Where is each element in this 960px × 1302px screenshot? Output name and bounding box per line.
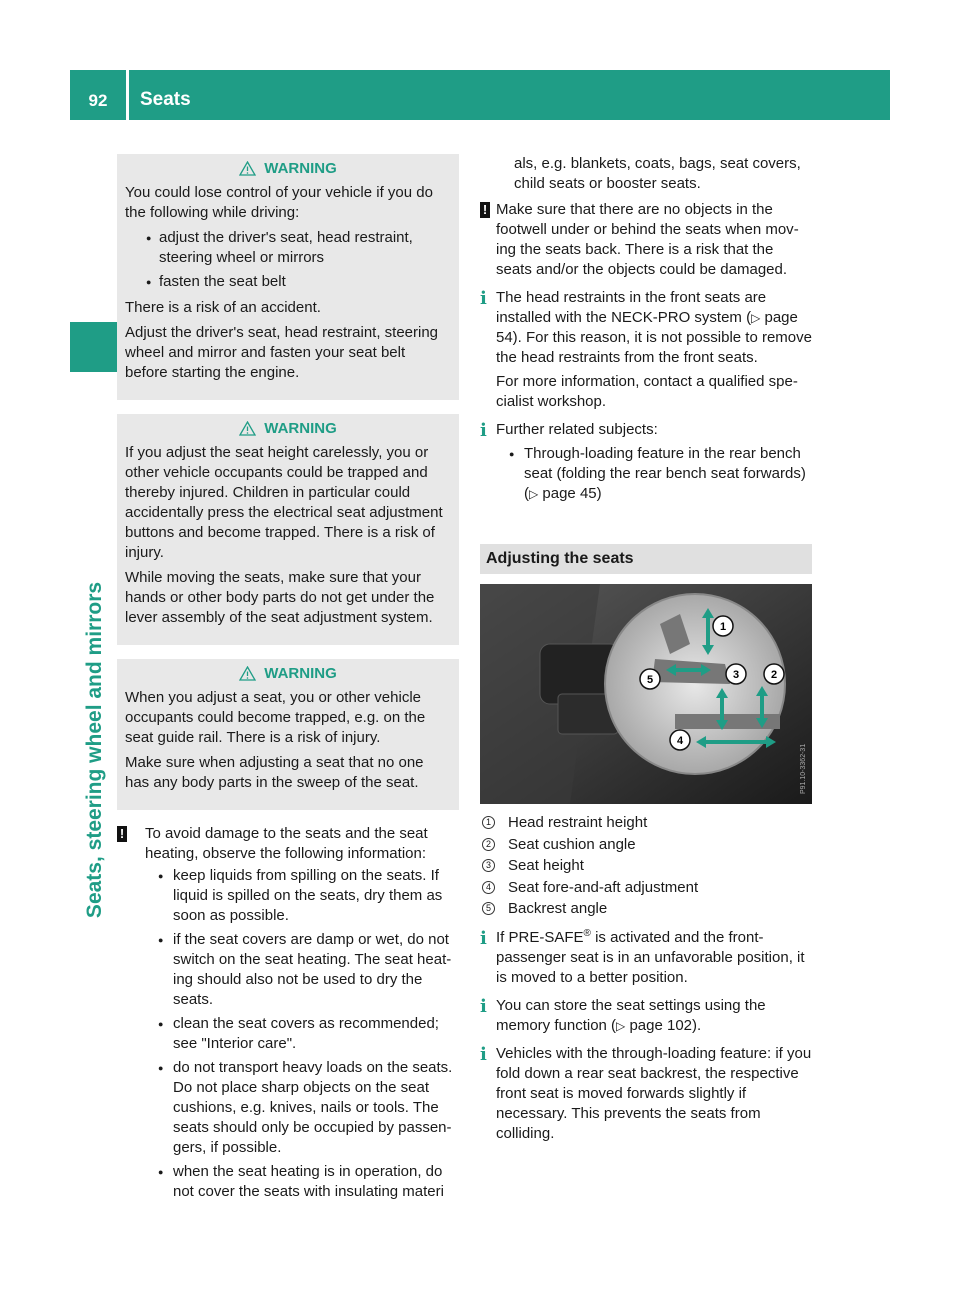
warning-box bbox=[117, 154, 459, 400]
list-item: ● keep liquids from spilling on the seats. If liquid is spilled on the seats, dry them as soon as possible. bbox=[145, 866, 459, 926]
list-item: ● if the seat covers are damp or wet, do not switch on the seat heating. The seat heating should also not be used to dry the seats. bbox=[145, 930, 459, 1010]
notice-text: Make sure that there are no objects in the footwell under or behind the seats when moving the seats back. There is a risk that the seats and/or the objects could be damaged. bbox=[496, 201, 799, 278]
exclamation-icon: ! bbox=[480, 202, 490, 218]
legend-item: 3 Seat height bbox=[480, 855, 812, 877]
warning-text: There is a risk of an accident. bbox=[125, 299, 321, 316]
page-number: 92 bbox=[88, 91, 108, 110]
page-ref-link[interactable]: page 45) bbox=[538, 485, 602, 502]
notice-block bbox=[480, 200, 812, 280]
legend-item: 5 Backrest angle bbox=[480, 898, 812, 920]
notice-block bbox=[117, 824, 459, 1202]
list-item: ● fasten the seat belt bbox=[125, 272, 451, 292]
page-ref-arrow-icon: ▷ bbox=[751, 311, 761, 325]
section-heading: Adjusting the seats bbox=[480, 544, 812, 574]
warning-text: When you adjust a seat, you or other vehicle occupants could become trapped, e.g. on the seat guide rail. There is a risk of injury. bbox=[125, 689, 426, 746]
legend-item: 4 Seat fore-and-aft adjustment bbox=[480, 877, 812, 899]
figure-code: P91.10-3362-31 bbox=[800, 743, 807, 794]
callout-number: 2 bbox=[482, 838, 495, 851]
info-icon: i bbox=[480, 288, 487, 309]
warning-box bbox=[117, 414, 459, 645]
list-item: ● when the seat heating is in operation, do not cover the seats with insulating materi bbox=[145, 1162, 459, 1202]
warning-text: You could lose control of your vehicle if you do the following while driving: bbox=[125, 184, 433, 221]
warning-triangle-icon bbox=[239, 161, 256, 176]
page-ref-link[interactable]: page 54). For this reason, it is not possible to remove the head restraints from the front seats. bbox=[496, 309, 812, 366]
info-block bbox=[480, 420, 812, 504]
warning-box bbox=[117, 659, 459, 810]
callout-number: 3 bbox=[482, 859, 495, 872]
info-text: For more information, contact a qualified specialist workshop. bbox=[496, 373, 798, 410]
info-text: Further related subjects: bbox=[496, 421, 658, 438]
page-ref-arrow-icon: ▷ bbox=[616, 1018, 626, 1033]
notice-list bbox=[145, 866, 459, 1202]
info-icon: i bbox=[480, 420, 487, 441]
info-icon: i bbox=[480, 995, 487, 1017]
callout-3: 3 bbox=[732, 669, 740, 681]
right-column bbox=[480, 154, 812, 1152]
list-item: ● do not transport heavy loads on the seats. Do not place sharp objects on the seat cushions, e.g. knives, nails or tools. The seats should only be occupied by passengers, if possible. bbox=[145, 1058, 459, 1158]
chapter-title: Seats bbox=[140, 89, 191, 110]
callout-number: 1 bbox=[482, 816, 495, 829]
header-divider bbox=[126, 70, 129, 120]
callout-2: 2 bbox=[770, 669, 778, 681]
page-ref-link[interactable]: page 102). bbox=[625, 1016, 702, 1034]
warning-triangle-icon bbox=[239, 421, 256, 436]
callout-number: 4 bbox=[482, 881, 495, 894]
figure-legend bbox=[480, 812, 812, 920]
left-column bbox=[117, 154, 459, 1210]
list-item: ● clean the seat covers as recommended; see "Interior care". bbox=[145, 1014, 459, 1054]
warning-triangle-icon bbox=[239, 666, 256, 681]
warning-text: While moving the seats, make sure that your hands or other body parts do not get under the lever assembly of the seat adjustment system. bbox=[125, 569, 435, 626]
side-tab-marker bbox=[70, 322, 120, 372]
info-icon: i bbox=[480, 927, 487, 949]
seat-controls-figure bbox=[480, 584, 812, 804]
info-icon: i bbox=[480, 1043, 487, 1065]
warning-title: WARNING bbox=[264, 160, 337, 177]
warning-title: WARNING bbox=[264, 665, 337, 682]
list-item: ● Through-loading feature in the rear bench seat (folding the rear bench seat forwards) (▷ page 45) bbox=[496, 444, 812, 504]
exclamation-icon: ! bbox=[117, 826, 127, 842]
legend-item: 1 Head restraint height bbox=[480, 812, 812, 834]
side-chapter-label bbox=[70, 430, 120, 1070]
callout-5: 5 bbox=[646, 674, 654, 686]
warning-text: If you adjust the seat height carelessly, you or other vehicle occupants could be trapped and thereby injured. Children in particular could accidentally press the electrical seat adjustment buttons and become trapped. There is a risk of injury. bbox=[125, 444, 443, 561]
callout-4: 4 bbox=[676, 735, 684, 747]
info-block: i You can store the seat settings using the memory function (▷ page 102). bbox=[480, 995, 766, 1034]
warning-text: Make sure when adjusting a seat that no one has any body parts in the sweep of the seat. bbox=[125, 754, 424, 791]
info-text: Vehicles with the through-loading feature: if you fold down a rear seat backrest, the respective front seat is moved forwards slightly if necessary. This prevents the seats from colliding. bbox=[496, 1044, 812, 1142]
continued-text: als, e.g. blankets, coats, bags, seat covers, child seats or booster seats. bbox=[514, 155, 801, 192]
warning-title: WARNING bbox=[264, 420, 337, 437]
callout-1: 1 bbox=[719, 621, 727, 633]
header-bar bbox=[70, 70, 890, 120]
info-block: i If PRE-SAFE® is activated and the front-passenger seat is in an unfavorable position, it is moved to a better position. bbox=[480, 927, 805, 986]
info-block bbox=[480, 1044, 812, 1144]
warning-list bbox=[125, 228, 451, 292]
warning-text: Adjust the driver's seat, head restraint, steering wheel and mirror and fasten your seat belt before starting the engine. bbox=[125, 324, 439, 381]
notice-text: To avoid damage to the seats and the seat heating, observe the following information: bbox=[145, 825, 428, 862]
legend-item: 2 Seat cushion angle bbox=[480, 834, 812, 856]
list-item: ● adjust the driver's seat, head restraint, steering wheel or mirrors bbox=[125, 228, 451, 268]
page-ref-arrow-icon: ▷ bbox=[529, 487, 539, 501]
info-block: i The head restraints in the front seats are installed with the NECK-PRO system (▷ page 54). For this reason, it is not possible to remove the head restraints from the front seats. For more information, contact a qualified specialist workshop. bbox=[480, 288, 812, 410]
callout-number: 5 bbox=[482, 902, 495, 915]
seat-controls-illustration bbox=[480, 584, 812, 804]
side-chapter-text: Seats, steering wheel and mirrors bbox=[83, 581, 106, 919]
